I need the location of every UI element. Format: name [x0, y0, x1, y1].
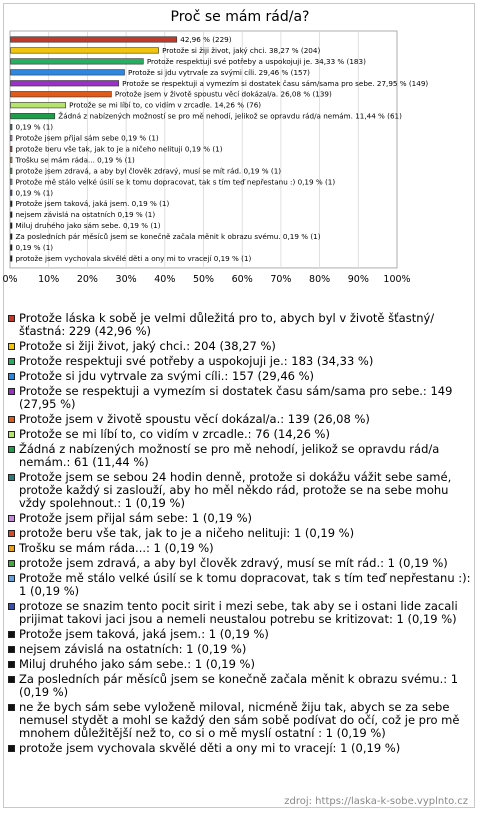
legend-swatch: [8, 416, 15, 423]
legend-item: [8, 312, 474, 338]
bar: [11, 135, 13, 141]
bar: [11, 190, 13, 196]
bar: [11, 223, 13, 229]
bar-data-label: Protože jsem taková, jaká jsem. 0,19 % (1): [15, 199, 170, 209]
legend-item: [8, 428, 474, 441]
x-tick-label: 100%: [383, 273, 411, 285]
legend-label: nejsem závislá na ostatních: 1 (0,19 %): [19, 642, 247, 656]
legend-swatch: [8, 315, 15, 322]
legend-label: Protože mě stálo velké úsilí se k tomu dopracovat, tak s tím teď nepřestanu :): 1 (0,19 %): [19, 571, 471, 598]
bar-chart: [0, 0, 480, 310]
legend-item: [8, 413, 474, 426]
legend-item: [8, 340, 474, 353]
legend-swatch: [8, 474, 15, 481]
bar-data-label: Žádná z nabízených možností se pro mě nehodí, jelikož se opravdu rád/a nemám. 11,44 % (61): [58, 111, 402, 121]
legend-label: Protože jsem přijal sám sebe: 1 (0,19 %): [19, 511, 252, 525]
legend-item: [8, 527, 474, 540]
legend-swatch: [8, 745, 15, 752]
legend-swatch: [8, 431, 15, 438]
bar: [11, 91, 112, 97]
legend-swatch: [8, 560, 15, 567]
x-tick-label: 40%: [154, 273, 176, 285]
x-tick-label: 20%: [76, 273, 98, 285]
bar-data-label: 42,96 % (229): [180, 34, 232, 44]
bar-data-label: 0,19 % (1): [15, 243, 54, 253]
bar: [11, 201, 13, 207]
bar-data-label: Protože mě stálo velké úsilí se k tomu dopracovat, tak s tím teď nepřestanu :) 0,19 % (1): [15, 177, 336, 187]
legend-label: Protože respektuji své potřeby a uspokojuji je.: 183 (34,33 %): [19, 354, 374, 368]
chart-title: Proč se mám rád/a?: [170, 9, 310, 25]
bar: [11, 179, 13, 185]
legend-swatch: [8, 343, 15, 350]
legend-item: [8, 643, 474, 656]
bar-data-label: protože jsem zdravá, a aby byl člověk zdravý, musí se mít rád. 0,19 % (1): [15, 166, 282, 176]
bar: [11, 37, 177, 43]
bar: [11, 212, 13, 218]
bar-data-label: Za posledních pár měsíců jsem se konečně začala měnit k obrazu svému. 0,19 % (1): [15, 232, 321, 242]
bar-data-label: Miluj druhého jako sám sebe. 0,19 % (1): [15, 221, 161, 231]
legend-item: [8, 542, 474, 555]
legend-swatch: [8, 704, 15, 711]
legend-swatch: [8, 358, 15, 365]
legend-item: [8, 742, 474, 755]
legend-label: Protože se respektuji a vymezím si dostatek času sám/sama pro sebe.: 149 (27,95 %): [19, 384, 453, 411]
bar: [11, 234, 13, 240]
legend-label: Protože si jdu vytrvale za svými cíli.: 157 (29,46 %): [19, 369, 315, 383]
bar: [11, 59, 144, 65]
legend-swatch: [8, 388, 15, 395]
legend-label: Za posledních pár měsíců jsem se konečně začala měnit k obrazu svému.: 1 (0,19 %): [19, 672, 459, 699]
legend-swatch: [8, 631, 15, 638]
bar: [11, 256, 13, 262]
legend-label: Protože láska k sobě je velmi důležitá pro to, abych byl v životě šťastný/šťastná: 229 (42,96 %): [19, 311, 435, 338]
bar-data-label: protože jsem vychovala skvělé děti a ony mi to vracejí 0,19 % (1): [15, 253, 252, 263]
bar: [11, 48, 159, 54]
legend-swatch: [8, 446, 15, 453]
bar: [11, 102, 66, 108]
legend-label: protože jsem zdravá, a aby byl člověk zdravý, musí se mít rád.: 1 (0,19 %): [19, 556, 448, 570]
legend-label: protoze se snazim tento pocit sirit i mezi sebe, tak aby se i ostani lide zacali prijimat takovi jaci jsou a nemeli neustalou potrebu se kritizovat: 1 (0,19 %): [19, 599, 458, 626]
legend-item: [8, 701, 474, 740]
legend-item: [8, 658, 474, 671]
chart-legend: [8, 312, 474, 757]
bar: [11, 168, 13, 174]
legend-swatch: [8, 676, 15, 683]
legend-label: Protože se mi líbí to, co vidím v zrcadle.: 76 (14,26 %): [19, 427, 330, 441]
legend-item: [8, 443, 474, 469]
bar-data-label: 0,19 % (1): [15, 188, 54, 198]
legend-item: [8, 370, 474, 383]
bar-data-label: 0,19 % (1): [15, 122, 54, 132]
legend-item: [8, 471, 474, 510]
legend-label: Protože jsem se sebou 24 hodin denně, protože si dokážu vážit sebe samé, protože každý si zaslouží, aby ho měl někdo rád, protože se na sebe mohu vždy spolehnout.: 1 (0,19 %): [19, 470, 452, 510]
legend-item: [8, 557, 474, 570]
bar: [11, 70, 125, 76]
legend-label: Protože jsem v životě spoustu věcí dokázal/a.: 139 (26,08 %): [19, 412, 370, 426]
bar-data-label: protože beru vše tak, jak to je a ničeho nelituji 0,19 % (1): [15, 144, 223, 154]
legend-swatch: [8, 515, 15, 522]
x-tick-label: 80%: [309, 273, 331, 285]
legend-item: [8, 628, 474, 641]
bar: [11, 245, 13, 251]
source-footer: zdroj: https://laska-k-sobe.vyplnto.cz: [284, 796, 468, 807]
legend-item: [8, 600, 474, 626]
legend-swatch: [8, 530, 15, 537]
x-tick-label: 0%: [2, 273, 18, 285]
bar-data-label: nejsem závislá na ostatních 0,19 % (1): [15, 210, 156, 220]
legend-swatch: [8, 545, 15, 552]
legend-swatch: [8, 603, 15, 610]
bar-data-label: Protože jsem přijal sám sebe 0,19 % (1): [15, 133, 159, 143]
legend-label: protože jsem vychovala skvělé děti a ony mi to vracejí: 1 (0,19 %): [19, 741, 401, 755]
x-tick-label: 70%: [270, 273, 292, 285]
legend-item: [8, 673, 474, 699]
x-tick-label: 10%: [38, 273, 60, 285]
bar-data-label: Protože si jdu vytrvale za svými cíli. 29,46 % (157): [128, 67, 310, 77]
x-tick-label: 90%: [347, 273, 369, 285]
legend-label: Žádná z nabízených možností se pro mě nehodí, jelikož se opravdu rád/a nemám.: 61 (11,44 %): [19, 442, 440, 469]
legend-label: Protože si žiji život, jaký chci.: 204 (38,27 %): [19, 339, 276, 353]
legend-label: Protože jsem taková, jaká jsem.: 1 (0,19 %): [19, 627, 269, 641]
bar-data-label: Protože jsem v životě spoustu věcí dokázal/a. 26,08 % (139): [114, 89, 332, 99]
x-tick-label: 50%: [192, 273, 215, 285]
bar-data-label: Protože se respektuji a vymezím si dostatek času sám/sama pro sebe. 27,95 % (149): [122, 78, 429, 88]
bar: [11, 157, 13, 163]
legend-item: [8, 385, 474, 411]
bar: [11, 81, 119, 87]
bar-data-label: Protože respektuji své potřeby a uspokojuji je. 34,33 % (183): [146, 56, 366, 66]
legend-label: Miluj druhého jako sám sebe.: 1 (0,19 %): [19, 657, 255, 671]
legend-label: ne že bych sám sebe vyloženě miloval, nicméně žiju tak, abych se za sebe nemusel stydět a mohl se každý den sám sobě podívat do očí, což je pro mě mnohem důležitější než to, co si o mě myslí ostatní : 1 (0,19 %): [19, 700, 460, 740]
legend-swatch: [8, 575, 15, 582]
x-tick-label: 60%: [231, 273, 253, 285]
legend-item: [8, 572, 474, 598]
legend-swatch: [8, 646, 15, 653]
legend-item: [8, 512, 474, 525]
legend-label: Trošku se mám ráda...: 1 (0,19 %): [19, 541, 214, 555]
bar: [11, 146, 13, 152]
bar-data-label: Trošku se mám ráda... 0,19 % (1): [15, 155, 135, 165]
legend-label: protože beru vše tak, jak to je a ničeho nelituji: 1 (0,19 %): [19, 526, 355, 540]
bar-data-label: Protože si žiji život, jaký chci. 38,27 % (204): [162, 45, 321, 55]
x-tick-label: 30%: [115, 273, 137, 285]
bar: [11, 124, 13, 130]
legend-item: [8, 355, 474, 368]
bar-data-label: Protože se mi líbí to, co vidím v zrcadle. 14,26 % (76): [69, 100, 262, 110]
legend-swatch: [8, 661, 15, 668]
bar: [11, 113, 55, 119]
legend-swatch: [8, 373, 15, 380]
